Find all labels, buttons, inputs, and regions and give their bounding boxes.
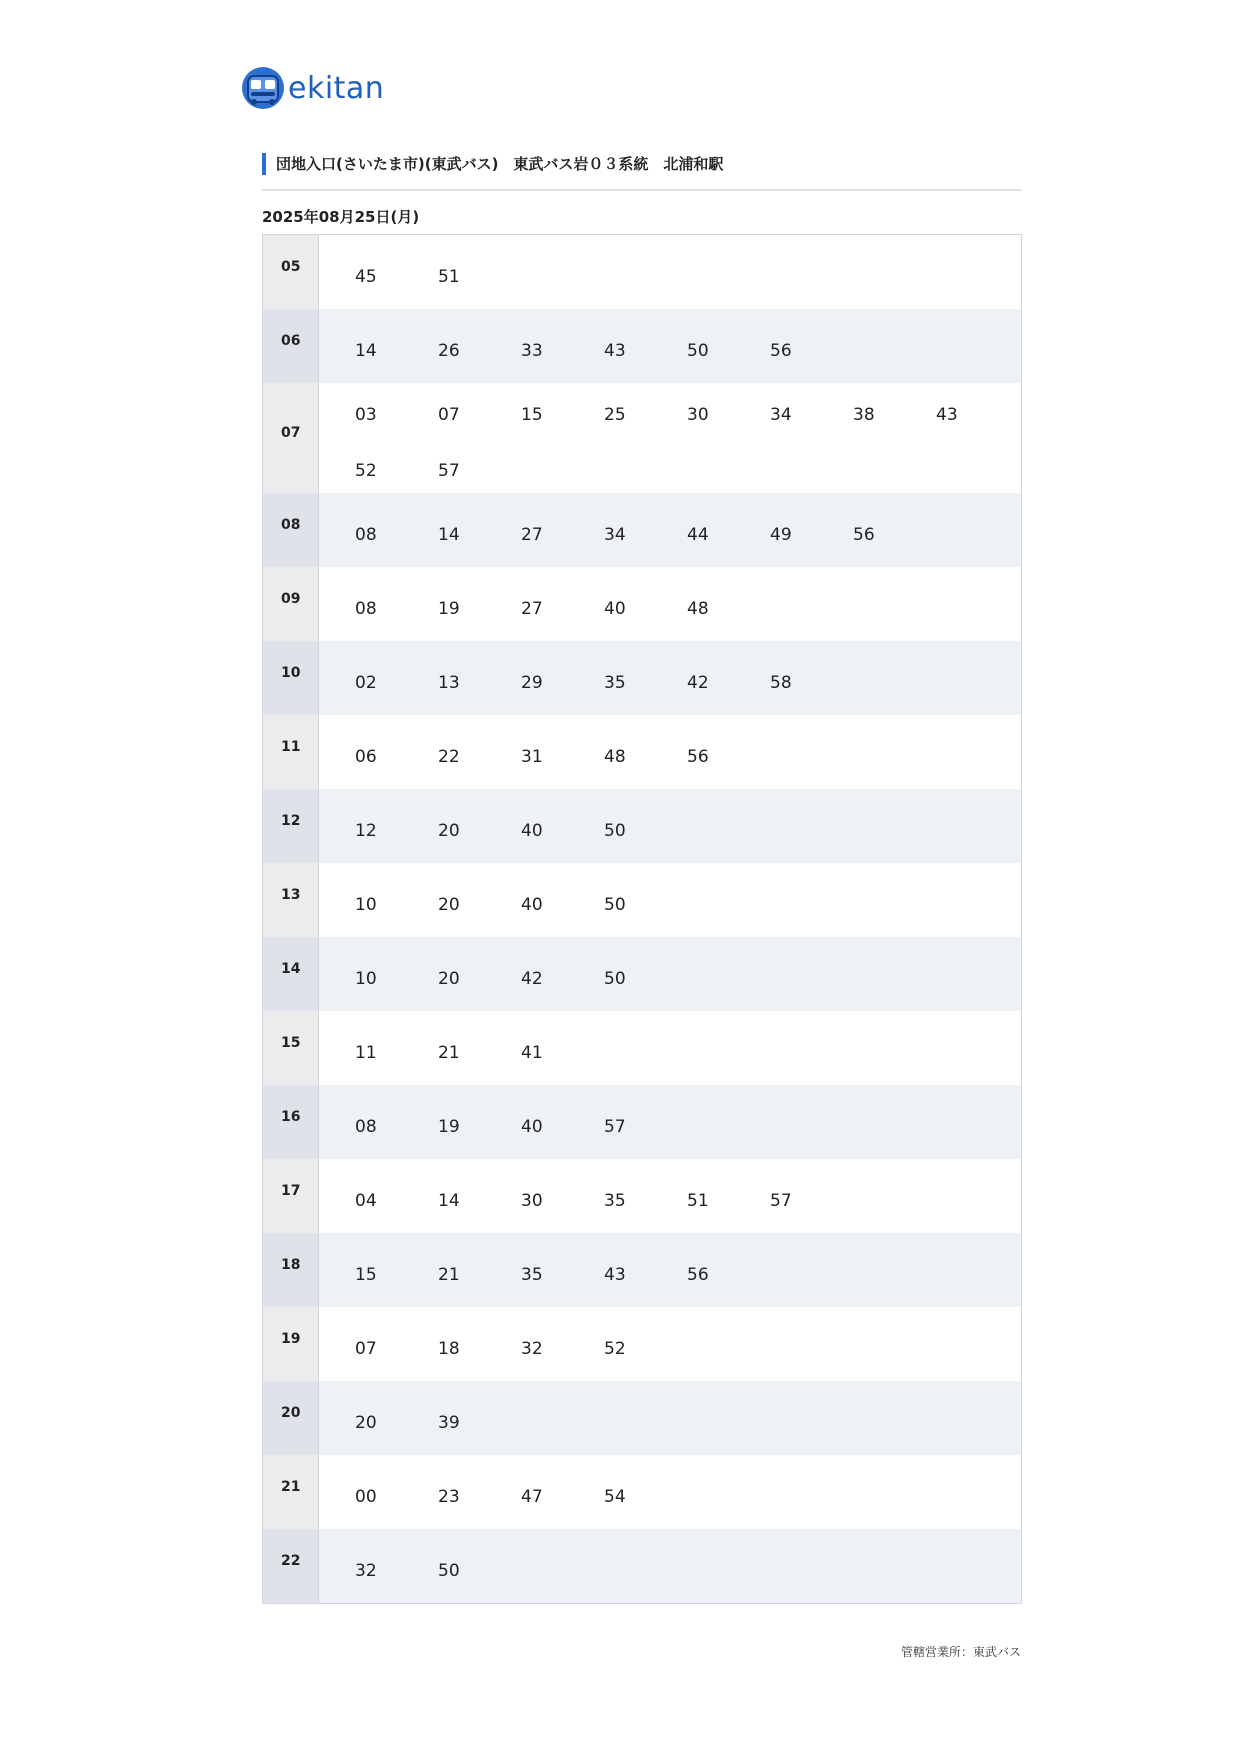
departure-minute[interactable]: 12 [355,821,377,841]
timetable-row [263,1455,1021,1529]
departure-minute[interactable]: 32 [521,1339,543,1359]
departure-minute[interactable]: 51 [687,1191,709,1211]
timetable-row [263,1233,1021,1307]
departure-minute[interactable]: 47 [521,1487,543,1507]
departure-minute[interactable]: 14 [438,1191,460,1211]
hour-cell: 20 [263,1381,319,1455]
operator-note: 管轄営業所：東武バス [900,1645,1021,1659]
timetable-row [263,1529,1021,1603]
departure-minute[interactable]: 50 [604,821,626,841]
departure-minute[interactable]: 06 [355,747,377,767]
timetable-row [263,309,1021,383]
timetable [262,234,1022,1604]
departure-minute[interactable]: 50 [604,969,626,989]
departure-minute[interactable]: 50 [604,895,626,915]
header-accent-bar [262,153,266,175]
departure-minute[interactable]: 56 [853,525,875,545]
departure-minute[interactable]: 40 [604,599,626,619]
departure-minute[interactable]: 07 [438,405,460,425]
departure-minute[interactable]: 41 [521,1043,543,1063]
page-title: 団地入口(さいたま市)(東武バス) 東武バス岩０３系統 北浦和駅 [276,155,724,173]
departure-minute[interactable]: 20 [438,821,460,841]
minutes-cell [319,493,1021,567]
departure-minute[interactable]: 03 [355,405,377,425]
departure-minute[interactable]: 30 [521,1191,543,1211]
departure-minute[interactable]: 20 [355,1413,377,1433]
departure-minute[interactable]: 19 [438,599,460,619]
departure-minute[interactable]: 23 [438,1487,460,1507]
hour-cell: 10 [263,641,319,715]
minutes-cell [319,715,1021,789]
hour-cell: 07 [263,383,319,493]
departure-minute[interactable]: 48 [687,599,709,619]
departure-minute[interactable]: 45 [355,267,377,287]
hour-cell: 09 [263,567,319,641]
minutes-cell [319,1307,1021,1381]
hour-cell: 21 [263,1455,319,1529]
departure-minute[interactable]: 10 [355,969,377,989]
minutes-cell [319,1381,1021,1455]
departure-minute[interactable]: 50 [438,1561,460,1581]
departure-minute[interactable]: 10 [355,895,377,915]
departure-minute[interactable]: 40 [521,895,543,915]
departure-minute[interactable]: 56 [687,747,709,767]
departure-minute[interactable]: 14 [438,525,460,545]
departure-minute[interactable]: 19 [438,1117,460,1137]
timetable-row [263,1011,1021,1085]
departure-minute[interactable]: 07 [355,1339,377,1359]
ekitan-logo[interactable] [240,64,384,112]
departure-minute[interactable]: 42 [687,673,709,693]
minutes-cell [319,863,1021,937]
departure-minute[interactable]: 31 [521,747,543,767]
departure-minute[interactable]: 49 [770,525,792,545]
departure-minute[interactable]: 26 [438,341,460,361]
timetable-row [263,493,1021,567]
minutes-cell [319,1085,1021,1159]
timetable-row [263,715,1021,789]
departure-minute[interactable]: 14 [355,341,377,361]
hour-cell: 15 [263,1011,319,1085]
departure-minute[interactable]: 56 [770,341,792,361]
departure-minute[interactable]: 50 [687,341,709,361]
minutes-cell [319,1159,1021,1233]
departure-minute[interactable]: 35 [521,1265,543,1285]
departure-minute[interactable]: 27 [521,525,543,545]
departure-minute[interactable]: 29 [521,673,543,693]
hour-cell: 13 [263,863,319,937]
departure-minute[interactable]: 02 [355,673,377,693]
departure-minute[interactable]: 56 [687,1265,709,1285]
minutes-cell [319,1529,1021,1603]
departure-minute[interactable]: 33 [521,341,543,361]
minutes-cell [319,789,1021,863]
departure-minute[interactable]: 38 [853,405,875,425]
timetable-row [263,567,1021,641]
departure-minute[interactable]: 40 [521,1117,543,1137]
hour-cell: 12 [263,789,319,863]
hour-cell: 11 [263,715,319,789]
departure-minute[interactable]: 08 [355,525,377,545]
timetable-row [263,789,1021,863]
departure-minute[interactable]: 44 [687,525,709,545]
timetable-row [263,1381,1021,1455]
departure-minute[interactable]: 40 [521,821,543,841]
departure-minute[interactable]: 21 [438,1265,460,1285]
timetable-row [263,863,1021,937]
departure-minute[interactable]: 30 [687,405,709,425]
hour-cell: 17 [263,1159,319,1233]
hour-cell: 18 [263,1233,319,1307]
departure-minute[interactable]: 52 [604,1339,626,1359]
departure-minute[interactable]: 51 [438,267,460,287]
hour-cell: 14 [263,937,319,1011]
timetable-row [263,1085,1021,1159]
minutes-cell [319,1455,1021,1529]
departure-minute[interactable]: 11 [355,1043,377,1063]
departure-minute[interactable]: 08 [355,599,377,619]
departure-minute[interactable]: 13 [438,673,460,693]
departure-minute[interactable]: 04 [355,1191,377,1211]
departure-minute[interactable]: 48 [604,747,626,767]
minutes-cell [319,1233,1021,1307]
train-icon [240,65,286,111]
minutes-cell [319,1011,1021,1085]
departure-minute[interactable]: 20 [438,969,460,989]
minutes-cell [319,641,1021,715]
departure-minute[interactable]: 34 [604,525,626,545]
departure-minute[interactable]: 58 [770,673,792,693]
departure-minute[interactable]: 15 [355,1265,377,1285]
timetable-row [263,937,1021,1011]
departure-minute[interactable]: 57 [604,1117,626,1137]
departure-minute[interactable]: 25 [604,405,626,425]
departure-minute[interactable]: 27 [521,599,543,619]
minutes-cell [319,383,1021,493]
departure-minute[interactable]: 43 [936,405,958,425]
timetable-row [263,383,1021,493]
departure-minute[interactable]: 21 [438,1043,460,1063]
timetable-row [263,1159,1021,1233]
page-header [262,153,1022,191]
departure-minute[interactable]: 54 [604,1487,626,1507]
hour-cell: 05 [263,235,319,309]
departure-minute[interactable]: 57 [770,1191,792,1211]
hour-cell: 22 [263,1529,319,1603]
departure-minute[interactable]: 18 [438,1339,460,1359]
departure-minute[interactable]: 57 [438,461,460,481]
departure-minute[interactable]: 32 [355,1561,377,1581]
departure-minute[interactable]: 43 [604,341,626,361]
minutes-cell [319,567,1021,641]
minutes-cell [319,937,1021,1011]
hour-cell: 19 [263,1307,319,1381]
hour-cell: 16 [263,1085,319,1159]
timetable-row [263,235,1021,309]
departure-minute[interactable]: 39 [438,1413,460,1433]
hour-cell: 06 [263,309,319,383]
departure-minute[interactable]: 20 [438,895,460,915]
timetable-row [263,641,1021,715]
logo-text: ekitan [288,70,385,106]
departure-minute[interactable]: 35 [604,1191,626,1211]
departure-minute[interactable]: 00 [355,1487,377,1507]
timetable-date: 2025年08月25日(月) [262,208,420,226]
departure-minute[interactable]: 15 [521,405,543,425]
departure-minute[interactable]: 08 [355,1117,377,1137]
departure-minute[interactable]: 42 [521,969,543,989]
minutes-cell [319,235,1021,309]
departure-minute[interactable]: 52 [355,461,377,481]
departure-minute[interactable]: 34 [770,405,792,425]
minutes-cell [319,309,1021,383]
departure-minute[interactable]: 43 [604,1265,626,1285]
departure-minute[interactable]: 22 [438,747,460,767]
departure-minute[interactable]: 35 [604,673,626,693]
timetable-row [263,1307,1021,1381]
hour-cell: 08 [263,493,319,567]
